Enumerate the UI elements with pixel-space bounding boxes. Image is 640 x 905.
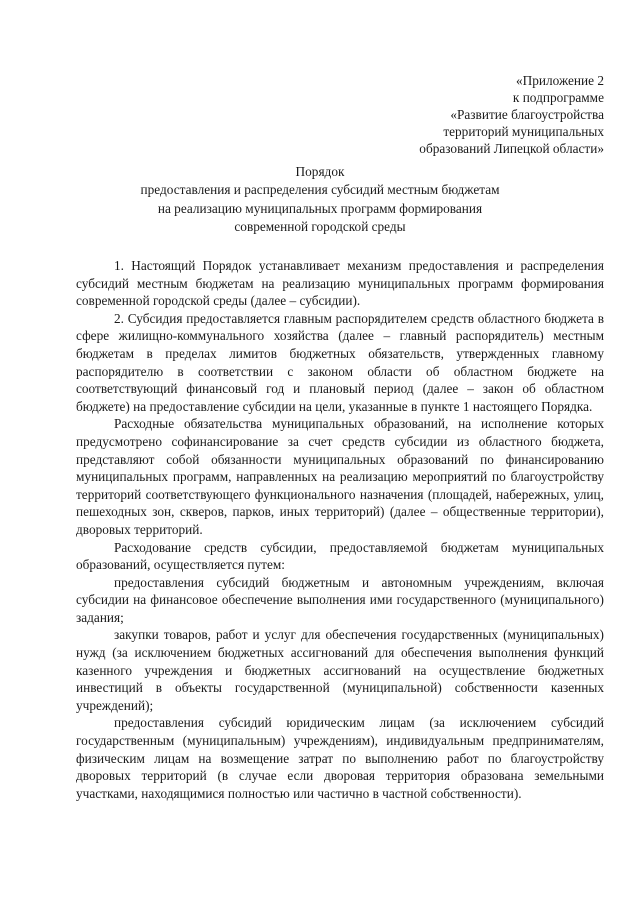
document-body [76,257,604,802]
annex-header [330,72,604,157]
title-line: Порядок [295,164,345,179]
paragraph-2: 2. Субсидия предоставляется главным распорядителем средств областного бюджета в сфере жилищно-коммунального хозяйства (далее – главный распорядитель) местным бюджетам в пределах лимитов бюджетных обязательств, утвержденных главному распорядителю в соответствии с законом области об областном бюджете на соответствующий финансовый год и плановый период (далее – закон об областном бюджете) на предоставление субсидии на цели, указанные в пункте 1 настоящего Порядка. [76,310,604,414]
title-line: предоставления и распределения субсидий местным бюджетам [140,182,500,198]
title-line: современной городской среды [234,218,406,234]
paragraph-4: Расходование средств субсидии, предоставляемой бюджетам муниципальных образований, осуществляется путем: [76,539,604,573]
list-item-3: предоставления субсидий юридическим лицам (за исключением субсидий государственным (муниципальным) учреждениям), индивидуальным предпринимателям, физическим лицам на возмещение затрат по выполнению работ по благоустройству дворовых территорий (в случае если дворовая территория образована земельными участками, находящимися полностью или частично в частной собственности). [76,715,604,801]
document-title [80,163,560,236]
annex-line: образований Липецкой области» [419,141,604,156]
paragraph-1: 1. Настоящий Порядок устанавливает механизм предоставления и распределения субсидий местным бюджетам на реализацию муниципальных программ формирования современной городской среды (далее – субсидии). [76,258,604,309]
annex-line: «Развитие благоустройства [450,107,604,122]
title-line: на реализацию муниципальных программ формирования [157,200,483,216]
paragraph-3: Расходные обязательства муниципальных образований, на исполнение которых предусмотрено софинансирование за счет средств субсидии из областного бюджета, представляют собой обязанности муниципальных образований по финансированию муниципальных программ, направленных на реализацию мероприятий по благоустройству территорий соответствующего функционального назначения (площадей, набережных, улиц, пешеходных зон, скверов, парков, иных территорий) (далее – общественные территории), дворовых территорий. [76,416,604,537]
list-item-1: предоставления субсидий бюджетным и автономным учреждениям, включая субсидии на финансовое обеспечение выполнения ими государственного (муниципального) задания; [76,574,604,625]
annex-line: к подпрограмме [512,90,604,105]
list-item-2: закупки товаров, работ и услуг для обеспечения государственных (муниципальных) нужд (за исключением бюджетных ассигнований для обеспечения выполнения функций казенного учреждения и бюджетных ассигнований на осуществление бюджетных инвестиций в объекты государственной (муниципальной) собственности казенных учреждений); [76,627,604,713]
annex-line: территорий муниципальных [443,124,604,139]
annex-line: «Приложение 2 [516,73,604,88]
